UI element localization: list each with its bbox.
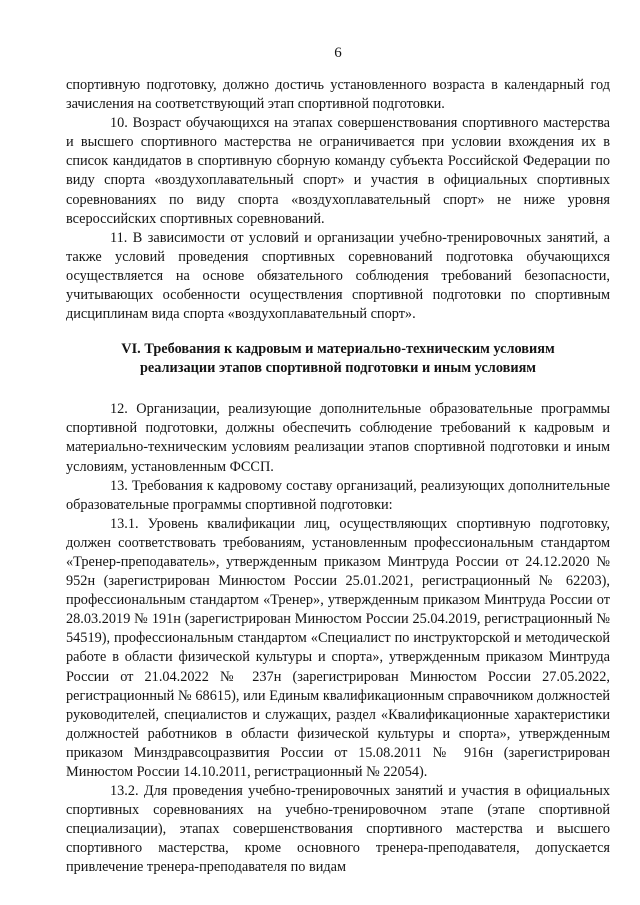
paragraph-13-1: 13.1. Уровень квалификации лиц, осуществляющих спортивную подготовку, должен соответствовать требованиям, установленным профессиональным стандартом «Тренер-преподаватель», утвержденным приказом Минтруда России от 24.12.2020 № 952н (зарегистрирован Минюстом России 25.01.2021, регистрационный № 62203), профессиональным стандартом «Тренер», утвержденным приказом Минтруда России от 28.03.2019 № 191н (зарегистрирован Минюстом России 25.04.2019, регистрационный № 54519), профессиональным стандартом «Специалист по инструкторской и методической работе в области физической культуры и спорта», утвержденным приказом Минтруда России от 21.04.2022 № 237н (зарегистрирован Минюстом России 27.05.2022, регистрационный № 68615), или Единым квалификационным справочником должностей руководителей, специалистов и служащих, раздел «Квалификационные характеристики должностей работников в области физической культуры и спорта», утвержденным приказом Минздравсоцразвития России от 15.08.2011 № 916н (зарегистрирован Минюстом России 14.10.2011, регистрационный № 22054). (66, 515, 610, 780)
section-heading-line-2: реализации этапов спортивной подготовки и иным условиям (139, 360, 537, 377)
document-page (66, 44, 610, 878)
paragraph-13: 13. Требования к кадровому составу организаций, реализующих дополнительные образовательные программы спортивной подготовки: (66, 477, 610, 513)
page-number: 6 (334, 45, 342, 61)
paragraph-continuation: спортивную подготовку, должно достичь установленного возраста в календарный год зачисления на соответствующий этап спортивной подготовки. (66, 77, 610, 113)
paragraph-13-2: 13.2. Для проведения учебно-тренировочных занятий и участия в официальных спортивных соревнованиях на учебно-тренировочном этапе (этапе спортивной специализации), этапах совершенствования спортивного мастерства и высшего спортивного мастерства, кроме основного тренера-преподавателя, допускается привлечение тренера-преподавателя по видам (66, 783, 610, 876)
paragraph-10: 10. Возраст обучающихся на этапах совершенствования спортивного мастерства и высшего спортивного мастерства не ограничивается при условии вхождения их в список кандидатов в спортивную сборную команду субъекта Российской Федерации по виду спорта «воздухоплавательный спорт» и участия в официальных спортивных соревнованиях по виду спорта «воздухоплавательный спорт» не ниже уровня всероссийских спортивных соревнований. (66, 115, 610, 227)
paragraph-11: 11. В зависимости от условий и организации учебно-тренировочных занятий, а также условий проведения спортивных соревнований подготовка обучающихся осуществляется на основе обязательного соблюдения требований безопасности, учитывающих особенности осуществления спортивной подготовки по спортивным дисциплинам вида спорта «воздухоплавательный спорт». (66, 229, 610, 323)
section-heading-line-1: VI. Требования к кадровым и материально-техническим условиям (121, 341, 555, 358)
paragraph-12: 12. Организации, реализующие дополнительные образовательные программы спортивной подготовки, должны обеспечить соблюдение требований к кадровым и материально-техническим условиям реализации этапов спортивной подготовки и иным условиям, установленным ФССП. (66, 401, 610, 475)
section-heading (66, 340, 610, 378)
